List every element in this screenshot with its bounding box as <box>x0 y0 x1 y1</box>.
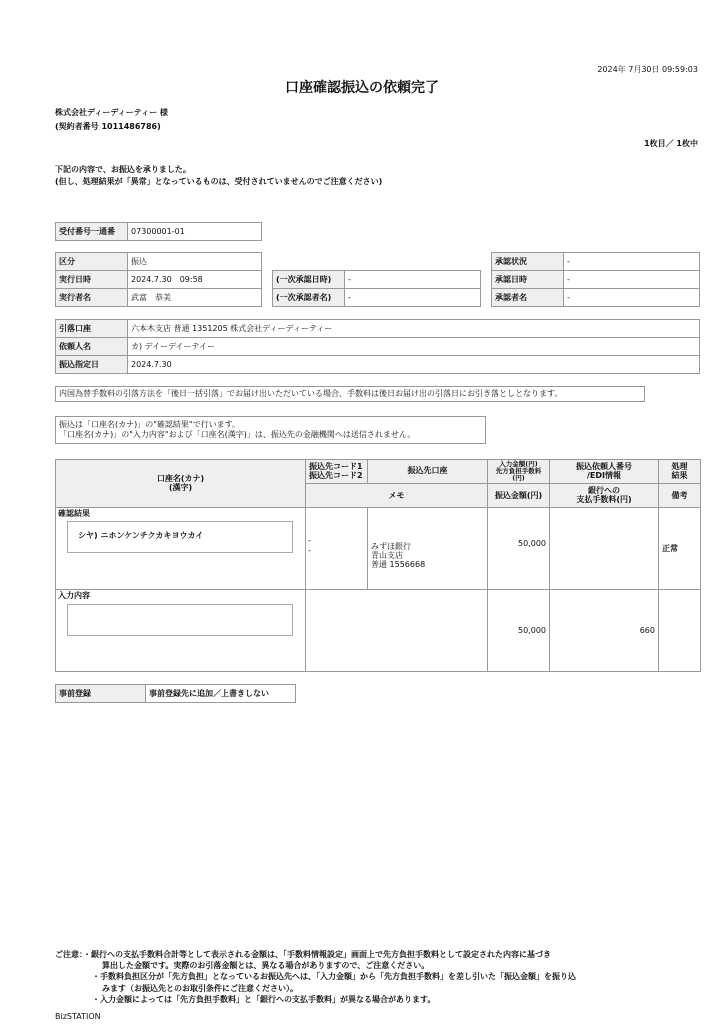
footer-note-1: ご注意：・銀行への支払手数料合計等として表示される金額は、「手数料情報設定」画面上で先方負担手数料として設定された内容に基づき <box>55 950 551 959</box>
page-title: 口座確認振込の依頼完了 <box>285 80 439 96</box>
page-count: 1枚目／ 1枚中 <box>644 139 698 148</box>
exec-datetime-label: 実行日時 <box>56 271 128 289</box>
transfer-date-value: 2024.7.30 <box>128 356 700 374</box>
col-dest-account: 振込先口座 <box>368 460 488 484</box>
kana-notice <box>55 416 486 444</box>
col-bank-fee: 銀行への 支払手数料(円) <box>550 484 659 508</box>
approval-status-label: 承認状況 <box>492 253 564 271</box>
confirm-kana-box: シヤ) ニホンケンチクカキヨウカイ <box>67 521 293 553</box>
input-label: 入力内容 <box>58 591 90 601</box>
receipt-value: 07300001-01 <box>128 223 262 241</box>
confirm-dest-account: みずほ銀行 青山支店 普通 1556668 <box>368 508 488 590</box>
col-memo: メモ <box>306 484 488 508</box>
kana-notice-line-2: 「口座名(カナ)」の"入力内容"および「口座名(漢字)」は、振込先の金融機関へは送信されません。 <box>59 430 416 439</box>
first-approval-datetime-label: (一次承認日時) <box>273 271 345 289</box>
transfer-table <box>55 459 701 672</box>
notice-line-2: (但し、処理結果が「異常」となっているものは、受付されていませんのでご注意ください) <box>55 177 383 186</box>
col-input-amount: 入力金額(円) 先方負担手数料(円) <box>488 460 550 484</box>
account-table <box>55 319 700 374</box>
kubun-label: 区分 <box>56 253 128 271</box>
first-approver-label: (一次承認者名) <box>273 289 345 307</box>
exec-datetime-value: 2024.7.30 09:58 <box>128 271 262 289</box>
first-approval-datetime-value: - <box>345 271 481 289</box>
confirm-amount: 50,000 <box>488 508 550 590</box>
fee-notice: 内国為替手数料の引落方法を「後日一括引落」でお届け出いただいている場合、手数料は後日お届け出の引落日にお引き落としとなります。 <box>55 386 645 402</box>
contract-number: (契約者番号 1011486786) <box>55 122 161 131</box>
approval-table <box>491 252 700 307</box>
approval-datetime-value: - <box>564 271 700 289</box>
debit-account-label: 引落口座 <box>56 320 128 338</box>
input-remarks <box>659 590 701 672</box>
debit-account-value: 六本木支店 普通 1351205 株式会社ディーディーティー <box>128 320 700 338</box>
requester-label: 依頼人名 <box>56 338 128 356</box>
receipt-table <box>55 222 262 241</box>
input-kana-box <box>67 604 293 636</box>
footer-note-4: みます（お振込先とのお取引条件にご注意ください）。 <box>102 983 298 993</box>
col-transfer-amount: 振込金額(円) <box>488 484 550 508</box>
footer-note-5: ・入力金額によっては「先方負担手数料」と「銀行への支払手数料」が異なる場合があります。 <box>92 994 436 1004</box>
requester-value: カ) デイーデイーテイー <box>128 338 700 356</box>
preregister-value: 事前登録先に追加／上書きしない <box>146 685 296 703</box>
confirm-result: 正常 <box>659 508 701 590</box>
col-remarks: 備考 <box>659 484 701 508</box>
company-name: 株式会社ディーディーティー 様 <box>55 108 168 117</box>
execution-table <box>55 252 262 307</box>
notice-line-1: 下記の内容で、お振込を承りました。 <box>55 165 191 174</box>
approver-value: - <box>564 289 700 307</box>
timestamp: 2024年 7月30日 09:59:03 <box>597 65 698 74</box>
footer-note-3: ・手数料負担区分が「先方負担」となっているお振込先へは、「入力金額」から「先方負担手数料」を差し引いた「振込金額」を振り込 <box>92 972 576 982</box>
exec-by-label: 実行者名 <box>56 289 128 307</box>
kana-notice-line-1: 振込は「口座名(カナ)」の"確認結果"で行います。 <box>59 420 240 429</box>
approval-datetime-label: 承認日時 <box>492 271 564 289</box>
footer-note-2: 算出した金額です。実際のお引落金額とは、異なる場合がありますので、ご注意ください。 <box>102 961 430 971</box>
preregister-label: 事前登録 <box>56 685 146 703</box>
col-result: 処理 結果 <box>659 460 701 484</box>
brand-footer: BizSTATION <box>55 1012 101 1021</box>
approver-label: 承認者名 <box>492 289 564 307</box>
transfer-date-label: 振込指定日 <box>56 356 128 374</box>
exec-by-value: 武富 恭美 <box>128 289 262 307</box>
approval-status-value: - <box>564 253 700 271</box>
confirm-label: 確認結果 <box>58 509 90 519</box>
confirm-cell <box>56 508 306 590</box>
col-account-name: 口座名(カナ) (漢字) <box>56 460 306 508</box>
col-dest-code: 振込先コード1 振込先コード2 <box>306 460 368 484</box>
confirm-code2: - <box>308 546 311 556</box>
receipt-label: 受付番号一通番 <box>56 223 128 241</box>
first-approval-table <box>272 270 481 307</box>
input-memo <box>306 590 488 672</box>
input-fee: 660 <box>550 590 659 672</box>
confirm-code1: - <box>308 536 311 546</box>
first-approver-value: - <box>345 289 481 307</box>
kubun-value: 振込 <box>128 253 262 271</box>
col-edi: 振込依頼人番号 /EDI情報 <box>550 460 659 484</box>
confirm-code-cell <box>306 508 368 590</box>
confirm-edi <box>550 508 659 590</box>
input-cell <box>56 590 306 672</box>
footer-notes <box>55 949 705 1005</box>
input-amount: 50,000 <box>488 590 550 672</box>
preregister-table <box>55 684 296 703</box>
